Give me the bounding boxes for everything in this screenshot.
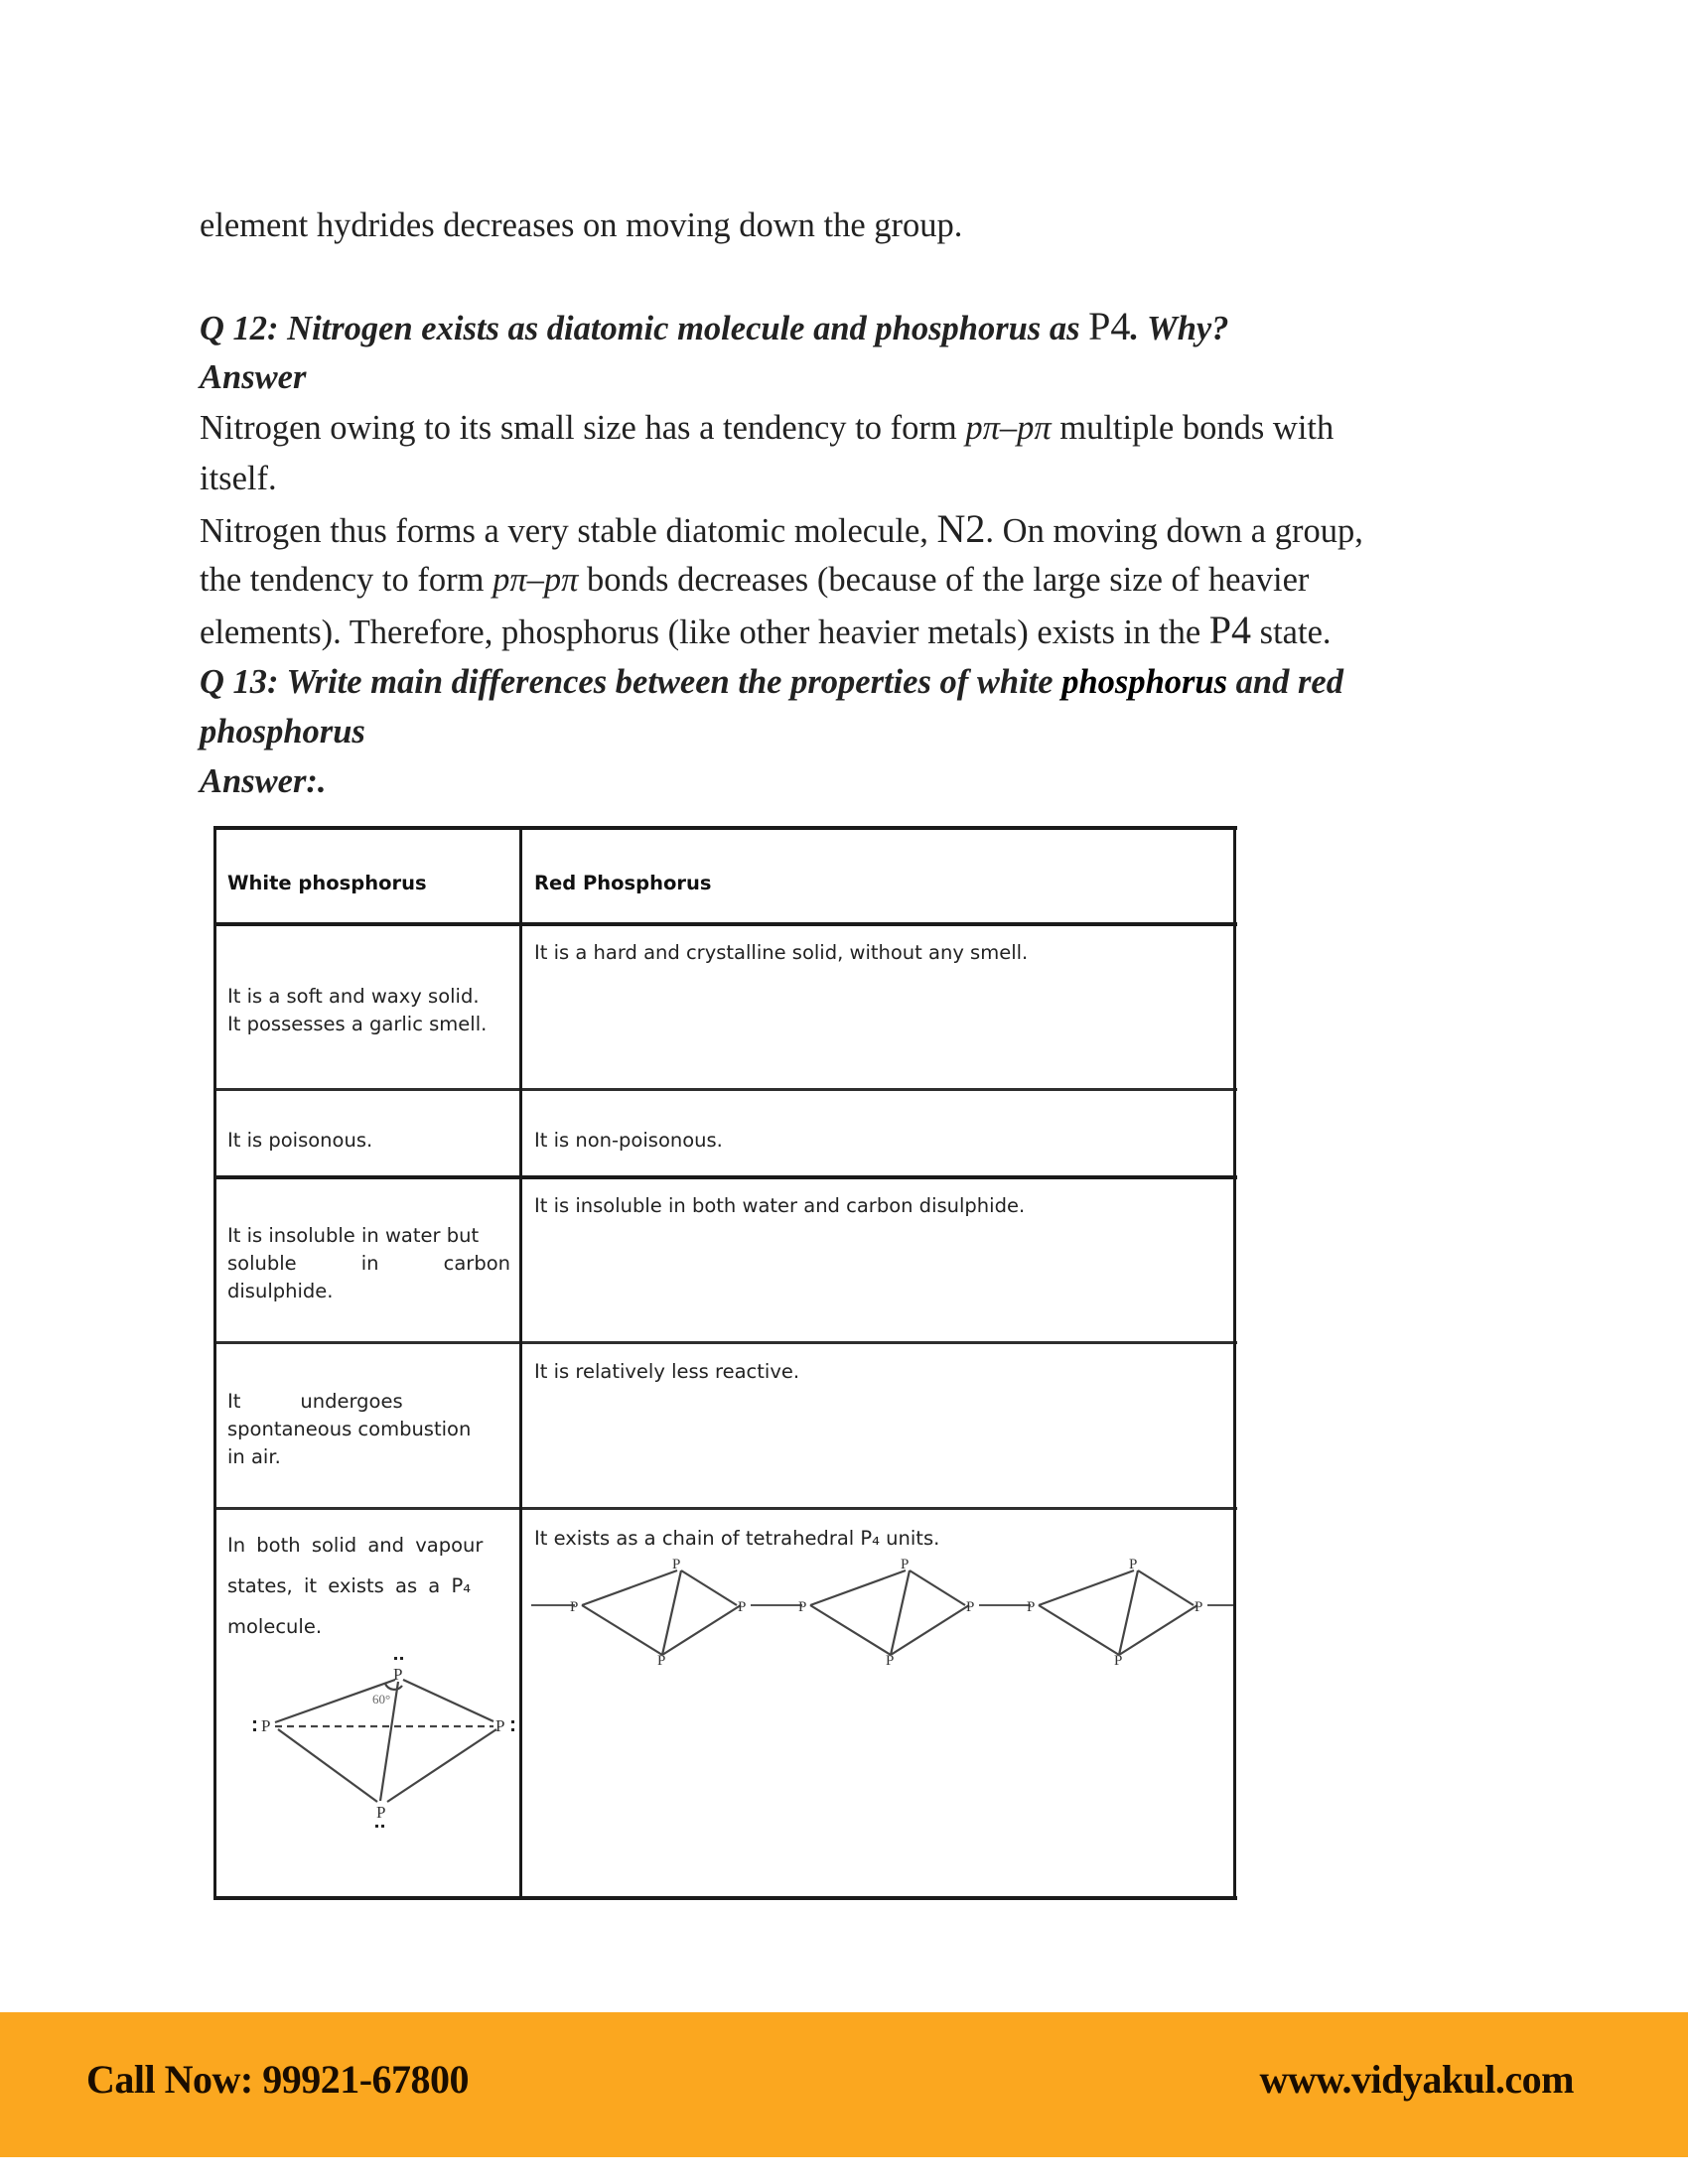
q12-formula: P4 xyxy=(1088,304,1131,348)
cell-line: molecule. xyxy=(227,1615,323,1638)
text-span: multiple bonds with xyxy=(1051,409,1335,447)
bond xyxy=(582,1605,662,1655)
bond xyxy=(1039,1605,1119,1655)
cell-line: spontaneous combustion xyxy=(227,1418,472,1440)
bond xyxy=(810,1605,891,1655)
bond xyxy=(1039,1570,1134,1605)
q12-question-suffix: . Why? xyxy=(1130,310,1229,347)
bond xyxy=(403,1680,493,1721)
bond xyxy=(1119,1605,1197,1655)
atom-label: P xyxy=(1195,1599,1203,1615)
cell-line-justified xyxy=(227,1388,510,1416)
text-span: and red xyxy=(1227,663,1343,701)
footer-banner xyxy=(0,2012,1688,2157)
atom-label: P xyxy=(376,1803,386,1822)
text-span: . On moving down a group, xyxy=(985,512,1363,550)
word: in xyxy=(360,1252,379,1275)
word: soluble xyxy=(227,1252,297,1275)
bond xyxy=(387,1729,496,1802)
table-row-1-white xyxy=(227,983,510,1038)
table-row-divider xyxy=(213,1088,1237,1091)
word: It xyxy=(227,1390,241,1413)
p-pi-bond: pπ–pπ xyxy=(965,409,1052,447)
q12-answer-line-4 xyxy=(200,560,1309,600)
bond xyxy=(910,1570,965,1605)
q13-question-line-1 xyxy=(200,662,1343,702)
angle-label: 60° xyxy=(372,1692,391,1706)
text-span: bonds decreases (because of the large size of heavier xyxy=(578,561,1310,599)
cell-line: In both solid and vapour xyxy=(227,1534,484,1557)
atom-label: P xyxy=(798,1599,807,1615)
bond xyxy=(681,1570,737,1605)
header-white-phosphorus: White phosphorus xyxy=(227,872,427,894)
atom-label: P xyxy=(901,1557,910,1572)
atom-label: P xyxy=(672,1557,681,1572)
table-border-bottom xyxy=(213,1896,1237,1900)
bond xyxy=(891,1570,910,1655)
table-row-divider xyxy=(213,1341,1237,1344)
cell-line: states, it exists as a P₄ xyxy=(227,1574,472,1597)
q13-question-line-2: phosphorus xyxy=(200,713,365,751)
cell-line-justified xyxy=(227,1250,510,1278)
table-row-3-white xyxy=(227,1222,510,1305)
word: undergoes xyxy=(300,1390,403,1413)
bond xyxy=(582,1570,677,1605)
white-p4-tetrahedron-diagram xyxy=(233,1652,521,1860)
header-red-phosphorus: Red Phosphorus xyxy=(534,872,712,894)
atom-label: P xyxy=(657,1653,666,1665)
q12-answer-line-1 xyxy=(200,408,1334,448)
intro-line: element hydrides decreases on moving down the group. xyxy=(200,206,963,244)
text-span: Nitrogen thus forms a very stable diatomic molecule, xyxy=(200,512,937,550)
bond xyxy=(662,1605,741,1655)
text-span: Nitrogen owing to its small size has a tendency to form xyxy=(200,409,966,447)
q12-answer-label: Answer xyxy=(200,358,307,396)
atom-label: P xyxy=(393,1665,403,1684)
table-row-4-white xyxy=(227,1388,510,1471)
q12-answer-line-3 xyxy=(200,506,1363,551)
text-span: state. xyxy=(1251,614,1332,651)
text-span: elements). Therefore, phosphorus (like other heavier metals) exists in the xyxy=(200,614,1209,651)
table-row-5-red: It exists as a chain of tetrahedral P₄ units. xyxy=(534,1527,940,1550)
comparison-table xyxy=(213,826,1236,1900)
cell-line: It is insoluble in water but xyxy=(227,1224,480,1247)
table-row-2-white: It is poisonous. xyxy=(227,1129,373,1152)
atom-label: P xyxy=(495,1716,505,1735)
p4-tetrahedral-unit xyxy=(1027,1557,1202,1665)
word: carbon xyxy=(443,1252,510,1275)
bond xyxy=(662,1570,681,1655)
cell-line: disulphide. xyxy=(227,1280,334,1302)
red-phosphorus-chain-diagram xyxy=(523,1556,1233,1665)
q13-answer-label: Answer:. xyxy=(200,762,327,800)
atom-label: P xyxy=(738,1599,747,1615)
bond xyxy=(810,1570,906,1605)
q12-question xyxy=(200,304,1229,348)
table-border-top xyxy=(213,826,1237,830)
atom-label: P xyxy=(1027,1599,1036,1615)
q12-answer-line-5 xyxy=(200,608,1332,652)
atom-label: P xyxy=(966,1599,975,1615)
p-pi-bond: pπ–pπ xyxy=(492,561,579,599)
atom-label: P xyxy=(1114,1653,1123,1665)
footer-website-link[interactable]: www.vidyakul.com xyxy=(1259,2057,1574,2102)
table-border-left xyxy=(213,826,216,1900)
angle-arc xyxy=(385,1684,402,1690)
bond xyxy=(1119,1570,1138,1655)
text-span: the tendency to form xyxy=(200,561,493,599)
table-row-4-red: It is relatively less reactive. xyxy=(534,1360,800,1383)
table-row-1-red: It is a hard and crystalline solid, without any smell. xyxy=(534,941,1029,964)
table-row-3-red: It is insoluble in both water and carbon disulphide. xyxy=(534,1194,1026,1217)
bond xyxy=(891,1605,969,1655)
text-span: phosphorus xyxy=(1061,663,1228,701)
table-row-divider xyxy=(213,1175,1237,1179)
cell-line: in air. xyxy=(227,1445,281,1468)
table-row-2-red: It is non-poisonous. xyxy=(534,1129,723,1152)
atom-label: P xyxy=(570,1599,579,1615)
table-row-divider xyxy=(213,1507,1237,1510)
table-border-right xyxy=(1233,826,1236,1900)
bond xyxy=(278,1729,377,1802)
p4-formula: P4 xyxy=(1208,608,1252,652)
cell-line: It is a soft and waxy solid. xyxy=(227,985,480,1008)
atom-label: P xyxy=(1129,1557,1138,1572)
atom-label: P xyxy=(261,1716,271,1735)
q12-question-text: Q 12: Nitrogen exists as diatomic molecule and phosphorus as xyxy=(200,310,1089,347)
text-span: Q 13: Write main differences between the properties of white xyxy=(200,663,1062,701)
table-row-divider xyxy=(213,922,1237,926)
p4-tetrahedral-unit xyxy=(570,1557,746,1665)
atom-label: P xyxy=(886,1653,895,1665)
n2-formula: N2 xyxy=(936,506,986,551)
cell-line: It possesses a garlic smell. xyxy=(227,1013,488,1035)
p4-tetrahedral-unit xyxy=(798,1557,974,1665)
table-row-5-white xyxy=(227,1525,512,1647)
bond xyxy=(1138,1570,1194,1605)
q12-answer-line-2: itself. xyxy=(200,460,277,497)
footer-phone[interactable]: Call Now: 99921-67800 xyxy=(86,2057,470,2102)
